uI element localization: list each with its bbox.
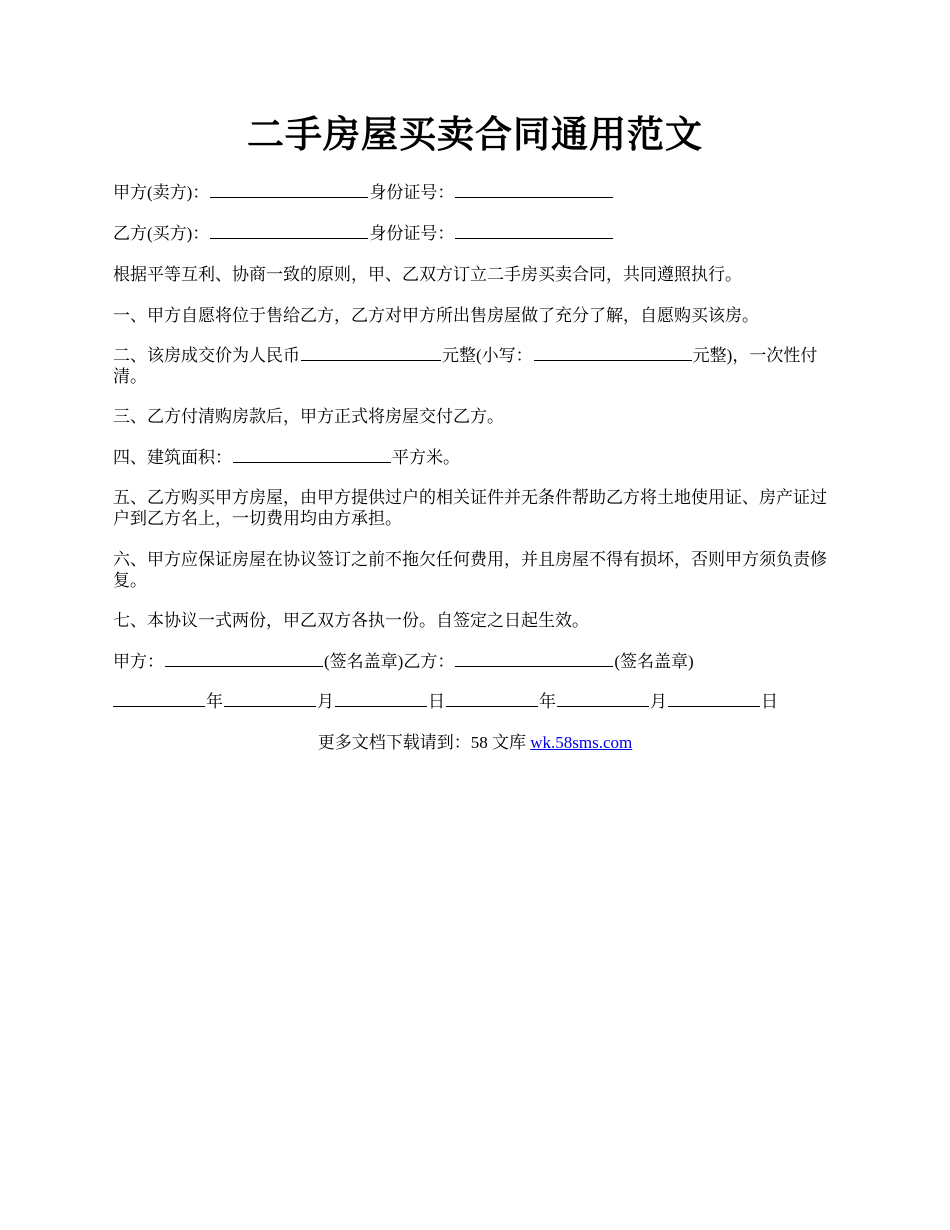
date-line — [112, 691, 852, 712]
date-a-month-label: 月 — [317, 692, 334, 711]
intro-paragraph: 根据平等互利、协商一致的原则，甲、乙双方订立二手房买卖合同，共同遵照执行。 — [113, 265, 742, 284]
party-a-id-blank[interactable] — [455, 182, 613, 198]
clause-5: 五、乙方购买甲方房屋，由甲方提供过户的相关证件并无条件帮助乙方将土地使用证、房产证过户到乙方名上，一切费用均由方承担。 — [113, 488, 827, 528]
price-digits-blank[interactable] — [534, 345, 692, 361]
clause-2-suffix: 元整)，一次性付清。 — [113, 346, 818, 386]
date-a-day-blank[interactable] — [335, 691, 427, 707]
date-a-month-blank[interactable] — [224, 691, 316, 707]
date-a-year-label: 年 — [206, 692, 223, 711]
date-b-day-label: 日 — [761, 692, 778, 711]
clause-4 — [113, 447, 841, 468]
clause-4-prefix: 四、建筑面积： — [113, 448, 232, 467]
clause-6: 六、甲方应保证房屋在协议签订之前不拖欠任何费用，并且房屋不得有损坏，否则甲方须负责修复。 — [113, 550, 827, 590]
party-a-name-blank[interactable] — [210, 182, 368, 198]
date-a-day-label: 日 — [428, 692, 445, 711]
date-a-year-blank[interactable] — [113, 691, 205, 707]
clause-2 — [113, 345, 841, 387]
party-b-line — [113, 223, 841, 244]
party-a-id-label: 身份证号： — [369, 183, 455, 202]
party-a-label: 甲方(卖方)： — [113, 183, 210, 202]
signature-line — [113, 651, 841, 672]
date-b-day-blank[interactable] — [668, 691, 760, 707]
date-b-month-label: 月 — [650, 692, 667, 711]
area-blank[interactable] — [233, 447, 391, 463]
sign-a-suffix: (签名盖章)乙方： — [324, 652, 455, 671]
sign-b-suffix: (签名盖章) — [614, 652, 694, 671]
sign-a-blank[interactable] — [165, 651, 323, 667]
footer-text: 更多文档下载请到：58 文库 — [317, 733, 531, 752]
party-b-id-blank[interactable] — [455, 223, 613, 239]
party-b-id-label: 身份证号： — [369, 224, 455, 243]
clause-2-mid: 元整(小写： — [442, 346, 533, 365]
date-b-year-blank[interactable] — [446, 691, 538, 707]
clause-4-suffix: 平方米。 — [392, 448, 460, 467]
party-b-name-blank[interactable] — [210, 223, 368, 239]
clause-7: 七、本协议一式两份，甲乙双方各执一份。自签定之日起生效。 — [113, 611, 589, 630]
party-b-label: 乙方(买方)： — [113, 224, 210, 243]
clause-1: 一、甲方自愿将位于售给乙方，乙方对甲方所出售房屋做了充分了解，自愿购买该房。 — [113, 306, 759, 325]
sign-a-label: 甲方： — [113, 652, 164, 671]
party-a-line — [113, 182, 841, 203]
clause-2-prefix: 二、该房成交价为人民币 — [113, 346, 300, 365]
price-words-blank[interactable] — [301, 345, 441, 361]
date-b-month-blank[interactable] — [557, 691, 649, 707]
sign-b-blank[interactable] — [455, 651, 613, 667]
footer — [0, 732, 950, 753]
clause-3: 三、乙方付清购房款后，甲方正式将房屋交付乙方。 — [113, 407, 504, 426]
footer-link[interactable]: wk.58sms.com — [530, 733, 633, 752]
date-b-year-label: 年 — [539, 692, 556, 711]
document-title: 二手房屋买卖合同通用范文 — [247, 115, 703, 156]
